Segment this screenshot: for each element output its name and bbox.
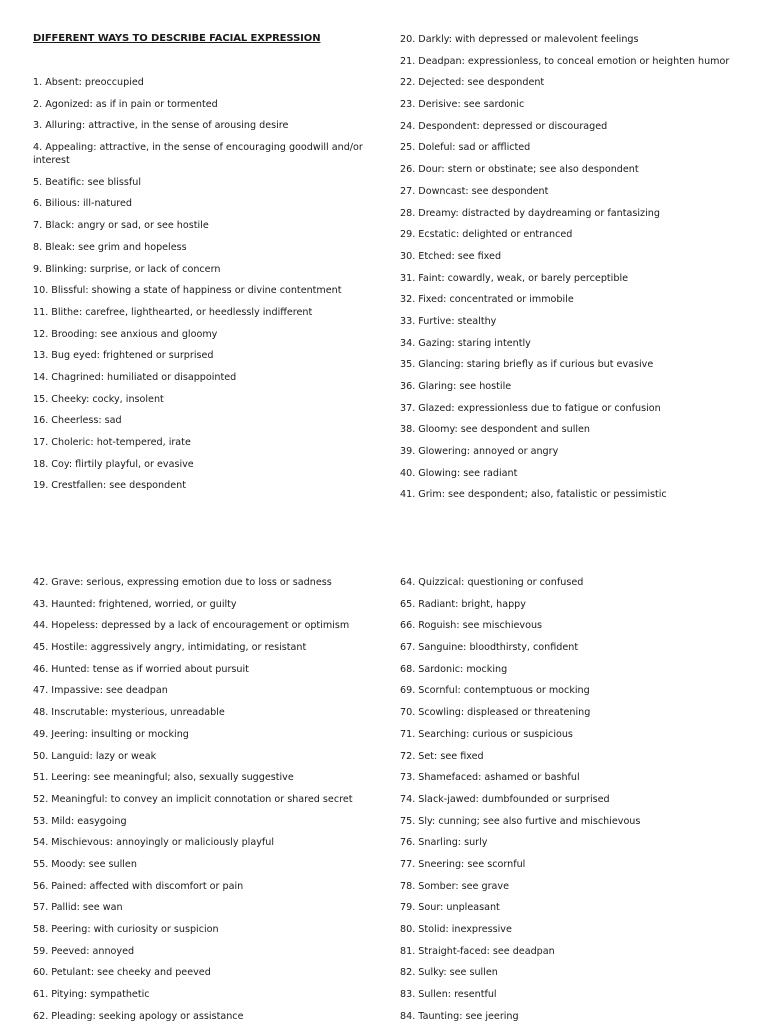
list-item: 4. Appealing: attractive, in the sense of encouraging goodwill and/or interest bbox=[33, 142, 363, 167]
list-item: 67. Sanguine: bloodthirsty, confident bbox=[400, 642, 579, 654]
list-item: 27. Downcast: see despondent bbox=[400, 185, 549, 197]
list-item: 19. Crestfallen: see despondent bbox=[33, 480, 186, 492]
list-item: 51. Leering: see meaningful; also, sexually suggestive bbox=[33, 772, 294, 784]
list-item: 37. Glazed: expressionless due to fatigue or confusion bbox=[400, 402, 661, 414]
page-title: DIFFERENT WAYS TO DESCRIBE FACIAL EXPRESSION bbox=[33, 33, 321, 44]
list-item: 52. Meaningful: to convey an implicit connotation or shared secret bbox=[33, 793, 353, 805]
list-item: 77. Sneering: see scornful bbox=[400, 858, 526, 870]
list-item: 46. Hunted: tense as if worried about pursuit bbox=[33, 663, 249, 675]
list-item: 84. Taunting: see jeering bbox=[400, 1010, 519, 1022]
list-item: 55. Moody: see sullen bbox=[33, 858, 137, 870]
list-item: 74. Slack-jawed: dumbfounded or surprised bbox=[400, 793, 610, 805]
list-item: 30. Etched: see fixed bbox=[400, 250, 502, 262]
definitions-list-top-left bbox=[33, 76, 363, 501]
list-item: 73. Shamefaced: ashamed or bashful bbox=[400, 772, 580, 784]
list-item: 36. Glaring: see hostile bbox=[400, 381, 512, 392]
list-item: 12. Brooding: see anxious and gloomy bbox=[33, 328, 218, 340]
list-item: 2. Agonized: as if in pain or tormented bbox=[33, 98, 218, 110]
list-item: 54. Mischievous: annoyingly or maliciously playful bbox=[33, 837, 275, 849]
list-item: 79. Sour: unpleasant bbox=[400, 902, 500, 914]
list-item: 44. Hopeless: depressed by a lack of encouragement or optimism bbox=[33, 620, 350, 632]
list-item: 76. Snarling: surly bbox=[400, 837, 488, 849]
definitions-list-top-right bbox=[400, 33, 745, 510]
list-item: 9. Blinking: surprise, or lack of concern bbox=[33, 263, 221, 275]
list-item: 57. Pallid: see wan bbox=[33, 902, 123, 914]
list-item: 81. Straight-faced: see deadpan bbox=[400, 945, 555, 957]
list-item: 15. Cheeky: cocky, insolent bbox=[33, 393, 164, 405]
list-item: 71. Searching: curious or suspicious bbox=[400, 728, 573, 740]
list-item: 49. Jeering: insulting or mocking bbox=[33, 728, 189, 740]
list-item: 61. Pitying: sympathetic bbox=[33, 989, 150, 1001]
list-item: 78. Somber: see grave bbox=[400, 880, 510, 892]
list-item: 34. Gazing: staring intently bbox=[400, 337, 531, 349]
list-item: 6. Bilious: ill-natured bbox=[33, 198, 132, 210]
list-item: 68. Sardonic: mocking bbox=[400, 663, 508, 675]
list-item: 41. Grim: see despondent; also, fatalistic or pessimistic bbox=[400, 489, 667, 501]
list-item: 56. Pained: affected with discomfort or pain bbox=[33, 880, 244, 892]
list-item: 69. Scornful: contemptuous or mocking bbox=[400, 685, 590, 697]
list-item: 3. Alluring: attractive, in the sense of arousing desire bbox=[33, 120, 289, 132]
list-item: 60. Petulant: see cheeky and peeved bbox=[33, 967, 211, 979]
list-item: 82. Sulky: see sullen bbox=[400, 967, 498, 979]
list-item: 58. Peering: with curiosity or suspicion bbox=[33, 924, 219, 935]
list-item: 48. Inscrutable: mysterious, unreadable bbox=[33, 707, 225, 719]
list-item: 16. Cheerless: sad bbox=[33, 415, 122, 427]
list-item: 66. Roguish: see mischievous bbox=[400, 620, 543, 632]
list-item: 35. Glancing: staring briefly as if curious but evasive bbox=[400, 359, 654, 371]
list-item: 64. Quizzical: questioning or confused bbox=[400, 577, 584, 588]
list-item: 50. Languid: lazy or weak bbox=[33, 750, 157, 762]
list-item: 47. Impassive: see deadpan bbox=[33, 685, 168, 697]
list-item: 39. Glowering: annoyed or angry bbox=[400, 446, 559, 458]
list-item: 45. Hostile: aggressively angry, intimidating, or resistant bbox=[33, 642, 307, 654]
list-item: 80. Stolid: inexpressive bbox=[400, 924, 512, 935]
list-item: 14. Chagrined: humiliated or disappointed bbox=[33, 371, 237, 383]
list-item: 31. Faint: cowardly, weak, or barely perceptible bbox=[400, 272, 629, 284]
list-item: 53. Mild: easygoing bbox=[33, 815, 127, 827]
list-item: 7. Black: angry or sad, or see hostile bbox=[33, 220, 209, 232]
list-item: 21. Deadpan: expressionless, to conceal emotion or heighten humor bbox=[400, 55, 730, 67]
list-item: 25. Doleful: sad or afflicted bbox=[400, 142, 531, 154]
list-item: 38. Gloomy: see despondent and sullen bbox=[400, 424, 591, 436]
list-item: 43. Haunted: frightened, worried, or guilty bbox=[33, 598, 237, 610]
list-item: 72. Set: see fixed bbox=[400, 750, 484, 762]
list-item: 29. Ecstatic: delighted or entranced bbox=[400, 229, 573, 241]
list-item: 8. Bleak: see grim and hopeless bbox=[33, 241, 187, 253]
list-item: 83. Sullen: resentful bbox=[400, 989, 497, 1001]
list-item: 13. Bug eyed: frightened or surprised bbox=[33, 350, 214, 362]
list-item: 10. Blissful: showing a state of happiness or divine contentment bbox=[33, 285, 342, 297]
list-item: 26. Dour: stern or obstinate; see also despondent bbox=[400, 164, 639, 176]
list-item: 42. Grave: serious, expressing emotion due to loss or sadness bbox=[33, 577, 332, 588]
list-item: 28. Dreamy: distracted by daydreaming or fantasizing bbox=[400, 207, 660, 219]
list-item: 32. Fixed: concentrated or immobile bbox=[400, 294, 574, 306]
list-item: 33. Furtive: stealthy bbox=[400, 315, 497, 327]
list-item: 17. Choleric: hot-tempered, irate bbox=[33, 437, 191, 448]
list-item: 24. Despondent: depressed or discouraged bbox=[400, 120, 608, 132]
list-item: 23. Derisive: see sardonic bbox=[400, 99, 525, 111]
list-item: 20. Darkly: with depressed or malevolent feelings bbox=[400, 34, 639, 45]
list-item: 62. Pleading: seeking apology or assistance bbox=[33, 1010, 244, 1022]
list-item: 1. Absent: preoccupied bbox=[33, 77, 144, 88]
list-item: 59. Peeved: annoyed bbox=[33, 945, 135, 957]
list-item: 11. Blithe: carefree, lighthearted, or heedlessly indifferent bbox=[33, 306, 313, 318]
list-item: 75. Sly: cunning; see also furtive and mischievous bbox=[400, 815, 641, 827]
list-item: 70. Scowling: displeased or threatening bbox=[400, 707, 591, 719]
list-item: 22. Dejected: see despondent bbox=[400, 77, 545, 89]
list-item: 40. Glowing: see radiant bbox=[400, 467, 518, 479]
definitions-list-bottom-left bbox=[33, 576, 363, 1031]
list-item: 18. Coy: flirtily playful, or evasive bbox=[33, 458, 194, 470]
list-item: 65. Radiant: bright, happy bbox=[400, 598, 526, 610]
list-item: 5. Beatific: see blissful bbox=[33, 176, 141, 188]
definitions-list-bottom-right bbox=[400, 576, 745, 1031]
